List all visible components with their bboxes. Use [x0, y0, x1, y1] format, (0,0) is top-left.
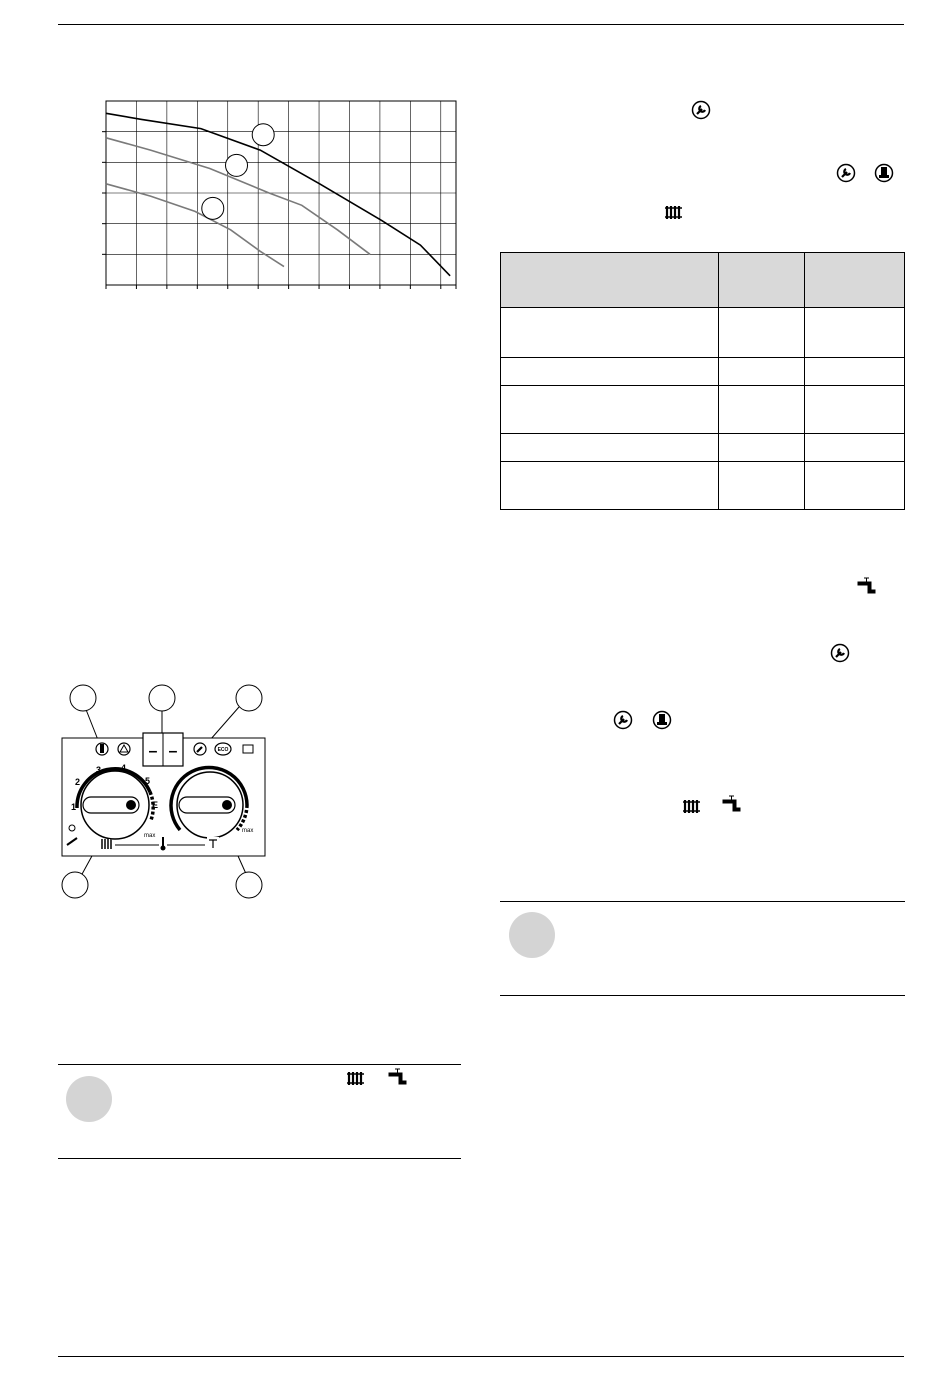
- table-cell: [501, 308, 719, 358]
- table-cell: [719, 308, 805, 358]
- eco-label: ECO: [217, 747, 229, 753]
- table-row: [501, 462, 905, 510]
- shower-symbol-icon: [207, 837, 219, 849]
- table-header-cell: [501, 253, 719, 308]
- table-cell: [719, 386, 805, 434]
- table-cell: [719, 462, 805, 510]
- chart-series: [106, 113, 450, 275]
- series-line-1: [106, 113, 450, 275]
- note-box-right-top: [500, 901, 905, 902]
- settings-table: [500, 252, 905, 510]
- wrench-icon: [836, 163, 856, 183]
- table-header-row: [501, 253, 905, 308]
- panel-callout-1: [70, 685, 96, 711]
- chart-callouts: [202, 124, 274, 220]
- note-box-right-bottom: [500, 995, 905, 996]
- table-header-cell: [719, 253, 805, 308]
- note-info-circle-right: [509, 912, 555, 958]
- table-cell: [501, 386, 719, 434]
- chart-callout-3: [202, 197, 224, 219]
- radiator-icon: [682, 798, 702, 814]
- radiator-icon: [664, 204, 684, 220]
- tap-icon: [855, 577, 877, 595]
- table-row: [501, 358, 905, 386]
- panel-callout-3: [236, 685, 262, 711]
- display-segment-left: –: [148, 743, 158, 760]
- table-cell: [805, 386, 905, 434]
- table-cell: [501, 462, 719, 510]
- note-box-left-bottom: [58, 1158, 461, 1159]
- radiator-icon: [346, 1070, 366, 1086]
- hot-water-max-label: max: [242, 828, 254, 834]
- table-cell: [805, 434, 905, 462]
- heating-scale-e: E: [152, 800, 159, 810]
- tap-icon: [386, 1068, 408, 1086]
- chart-callout-1: [252, 124, 274, 146]
- thermometer-symbol-icon: [159, 836, 167, 851]
- table-row: [501, 386, 905, 434]
- radiator-symbol-icon: [100, 839, 112, 849]
- note-info-circle-left: [66, 1076, 112, 1122]
- tap-icon: [720, 795, 742, 813]
- table-cell: [805, 308, 905, 358]
- chart-callout-2: [226, 154, 248, 176]
- table-cell: [501, 358, 719, 386]
- table-cell: [805, 462, 905, 510]
- heating-max-label: max: [144, 833, 156, 839]
- chart-grid: [102, 101, 456, 289]
- display-segment-right: –: [168, 743, 178, 760]
- bottom-rule: [58, 1356, 904, 1357]
- wrench-icon: [830, 643, 850, 663]
- display-mode-icon: [243, 745, 253, 753]
- table-cell: [719, 434, 805, 462]
- wrench-icon: [691, 100, 711, 120]
- wrench-icon: [613, 710, 633, 730]
- pump-curve-chart: [95, 95, 465, 295]
- table-cell: [501, 434, 719, 462]
- table-row: [501, 308, 905, 358]
- table-row: [501, 434, 905, 462]
- heating-scale-1: 1: [71, 802, 77, 812]
- panel-callout-2: [149, 685, 175, 711]
- chimney-sweep-icon: [652, 710, 672, 730]
- panel-callout-5: [236, 872, 262, 898]
- table-cell: [719, 358, 805, 386]
- top-rule: [58, 24, 904, 25]
- heating-scale-3: 3: [96, 765, 102, 775]
- table-header-cell: [805, 253, 905, 308]
- heating-scale-4: 4: [121, 763, 127, 773]
- heating-scale-5: 5: [145, 776, 151, 786]
- table-cell: [805, 358, 905, 386]
- note-box-left-top: [58, 1064, 461, 1065]
- control-panel-diagram: [55, 680, 270, 900]
- heating-scale-2: 2: [75, 777, 81, 787]
- panel-callout-4: [62, 872, 88, 898]
- chimney-sweep-icon: [874, 163, 894, 183]
